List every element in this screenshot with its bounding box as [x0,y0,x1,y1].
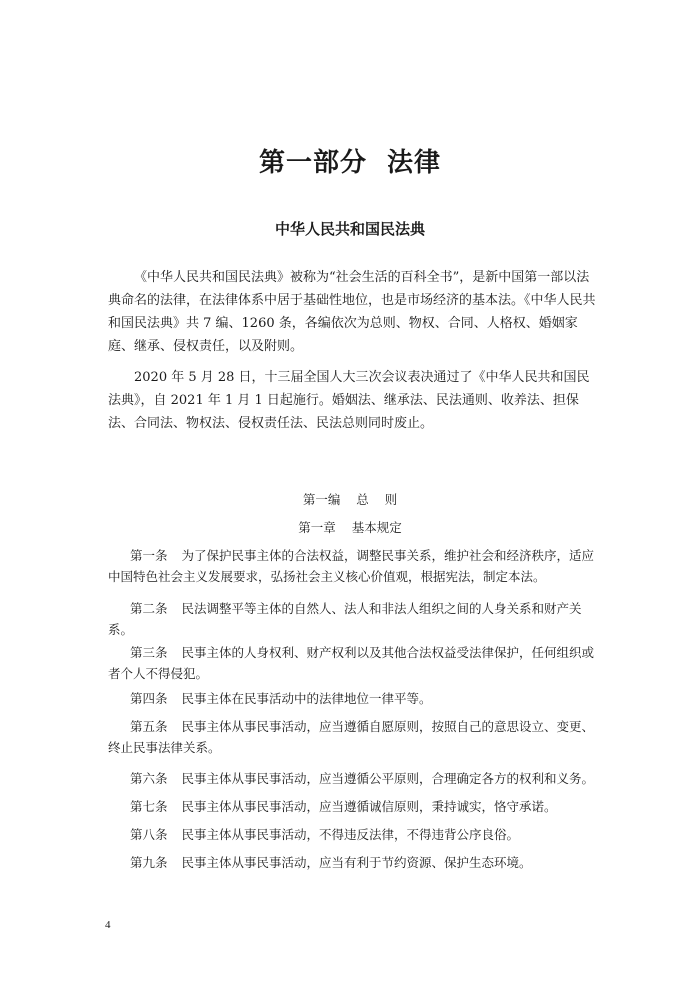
book-heading: 第一编 总 则 [302,492,398,507]
article-number: 第四条 [130,691,168,706]
article-4 [108,688,598,709]
article-number: 第二条 [130,601,168,616]
article-text: 民事主体从事民事活动，应当遵循公平原则，合理确定各方的权利和义务。 [181,771,595,786]
article-9 [108,852,598,873]
article-text: 民事主体从事民事活动，应当遵循自愿原则，按照自己的意思设立、变更、终止民事法律关系。 [108,719,595,755]
article-number: 第七条 [130,799,168,814]
chapter-heading: 第一章 基本规定 [298,520,402,535]
part-title: 第一部分 法律 [258,148,442,178]
article-number: 第八条 [130,827,168,842]
article-text: 民事主体从事民事活动，应当遵循诚信原则，秉持诚实，恪守承诺。 [181,799,557,814]
article-text: 民法调整平等主体的自然人、法人和非法人组织之间的人身关系和财产关系。 [108,601,582,637]
article-1 [108,545,598,587]
article-text: 民事主体从事民事活动，应当有利于节约资源、保护生态环境。 [181,855,532,870]
article-number: 第三条 [130,645,168,660]
article-6 [108,768,598,789]
article-number: 第五条 [130,719,168,734]
article-3 [108,642,598,684]
article-number: 第六条 [130,771,168,786]
article-7 [108,796,598,817]
article-text: 民事主体在民事活动中的法律地位一律平等。 [181,691,432,706]
article-8 [108,824,598,845]
article-text: 民事主体的人身权利、财产权利以及其他合法权益受法律保护，任何组织或者个人不得侵犯。 [108,645,595,681]
page-number: 4 [105,919,111,931]
intro-paragraph: 《中华人民共和国民法典》被称为“社会生活的百科全书”，是新中国第一部以法典命名的法律，在法律体系中居于基础性地位，也是市场经济的基本法。《中华人民共和国民法典》共 7 编、1260 条，各编依次为总则、物权、合同、人格权、婚姻家庭、继承、侵权责任，以及附则。 [108,270,596,354]
law-title: 中华人民共和国民法典 [274,220,425,238]
article-text: 民事主体从事民事活动，不得违反法律，不得违背公序良俗。 [181,827,520,842]
intro-paragraph: 2020 年 5 月 28 日，十三届全国人大三次会议表决通过了《中华人民共和国民法典》，自 2021 年 1 月 1 日起施行。婚姻法、继承法、民法通则、收养法、担保法、合同法、物权法、侵权责任法、民法总则同时废止。 [108,370,590,431]
article-text: 为了保护民事主体的合法权益，调整民事关系，维护社会和经济秩序，适应中国特色社会主义发展要求，弘扬社会主义核心价值观，根据宪法，制定本法。 [108,548,595,584]
article-number: 第一条 [130,548,168,563]
article-2 [108,598,598,640]
article-5 [108,716,598,758]
article-number: 第九条 [130,855,168,870]
